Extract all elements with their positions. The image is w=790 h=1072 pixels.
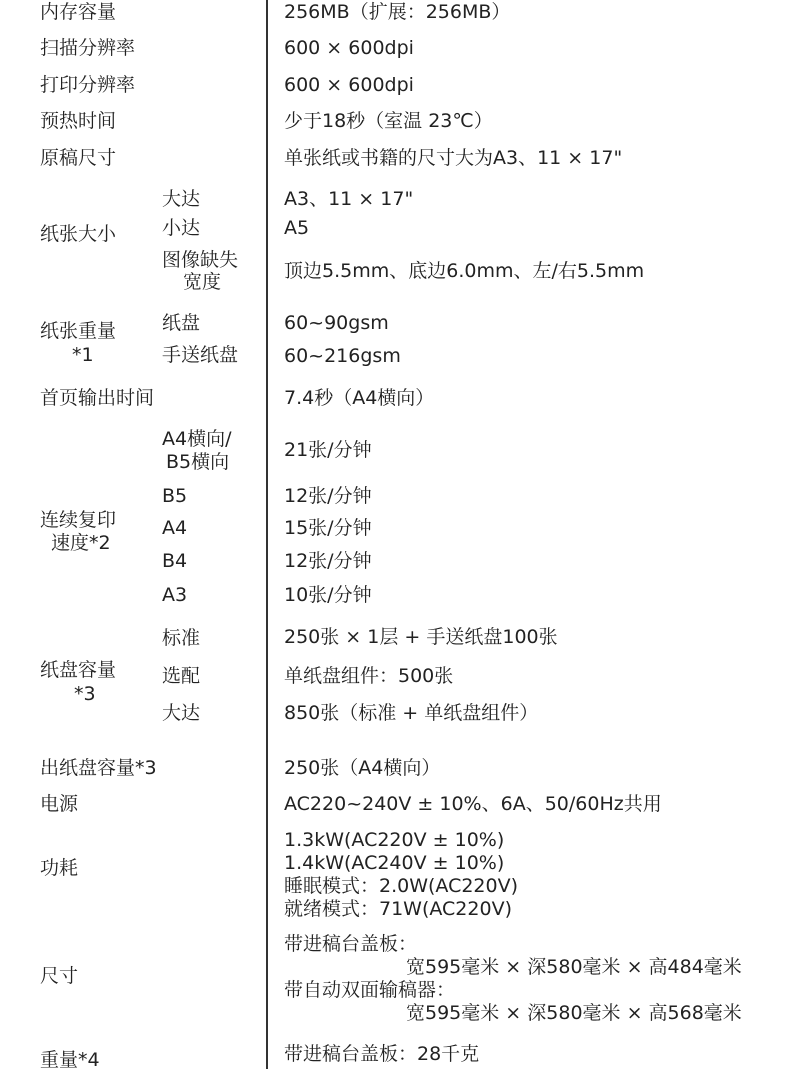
- spec-value-paper-max: A3、11 × 17": [284, 188, 414, 210]
- spec-value-consumption-3: 睡眠模式：2.0W(AC220V): [284, 875, 519, 897]
- spec-value-image-loss: 顶边5.5mm、底边6.0mm、左/右5.5mm: [284, 260, 645, 282]
- spec-label-paper-weight-1: 纸张重量: [40, 320, 117, 342]
- spec-value-consumption-2: 1.4kW(AC240V ± 10%): [284, 852, 505, 874]
- spec-value-dimensions-1: 带进稿台盖板：: [284, 933, 418, 955]
- spec-sublabel-tray-optional: 选配: [162, 665, 201, 687]
- spec-label-consumption: 功耗: [40, 857, 79, 879]
- spec-sublabel-paper-max: 大达: [162, 188, 201, 210]
- spec-value-memory: 256MB（扩展：256MB）: [284, 1, 511, 23]
- spec-value-warmup: 少于18秒（室温 23℃）: [284, 110, 493, 132]
- spec-label-dimensions: 尺寸: [40, 965, 79, 987]
- spec-label-power: 电源: [40, 793, 79, 815]
- spec-value-power: AC220~240V ± 10%、6A、50/60Hz共用: [284, 793, 662, 815]
- spec-value-consumption-1: 1.3kW(AC220V ± 10%): [284, 829, 505, 851]
- spec-label-copy-speed-2: 速度*2: [51, 532, 111, 554]
- spec-value-dimensions-4: 宽595毫米 × 深580毫米 × 高568毫米: [406, 1002, 742, 1024]
- spec-value-print-resolution: 600 × 600dpi: [284, 74, 414, 96]
- spec-value-first-copy: 7.4秒（A4横向）: [284, 387, 435, 409]
- spec-sublabel-speed-a4: A4: [162, 517, 188, 539]
- spec-label-weight: 重量*4: [40, 1049, 100, 1071]
- spec-label-paper-weight-2: *1: [72, 344, 94, 366]
- spec-value-paper-min: A5: [284, 217, 310, 239]
- spec-value-dimensions-3: 带自动双面输稿器：: [284, 979, 456, 1001]
- spec-sublabel-speed-b5: B5: [162, 485, 188, 507]
- spec-sublabel-speed-a3: A3: [162, 584, 188, 606]
- spec-value-bypass-weight: 60~216gsm: [284, 345, 401, 367]
- spec-value-output-tray: 250张（A4横向）: [284, 757, 441, 779]
- spec-sublabel-image-loss-2: 宽度: [183, 271, 222, 293]
- spec-sublabel-image-loss-1: 图像缺失: [162, 249, 239, 271]
- spec-sublabel-bypass-weight: 手送纸盘: [162, 344, 239, 366]
- spec-sublabel-speed-b4: B4: [162, 550, 188, 572]
- spec-label-output-tray: 出纸盘容量*3: [40, 757, 157, 779]
- spec-label-paper-size: 纸张大小: [40, 223, 117, 245]
- spec-label-warmup: 预热时间: [40, 110, 117, 132]
- spec-label-memory: 内存容量: [40, 1, 117, 23]
- spec-value-tray-weight: 60~90gsm: [284, 312, 389, 334]
- spec-value-tray-standard: 250张 × 1层 + 手送纸盘100张: [284, 626, 558, 648]
- spec-label-first-copy: 首页输出时间: [40, 387, 155, 409]
- spec-value-scan-resolution: 600 × 600dpi: [284, 37, 414, 59]
- spec-label-tray-capacity-2: *3: [74, 683, 96, 705]
- spec-value-speed-a4l: 21张/分钟: [284, 439, 372, 461]
- spec-label-original-size: 原稿尺寸: [40, 147, 117, 169]
- spec-value-original-size: 单张纸或书籍的尺寸大为A3、11 × 17": [284, 147, 623, 169]
- spec-value-tray-max: 850张（标准 + 单纸盘组件）: [284, 702, 539, 724]
- spec-value-weight: 带进稿台盖板：28千克: [284, 1043, 480, 1065]
- spec-value-tray-optional: 单纸盘组件：500张: [284, 665, 454, 687]
- spec-sublabel-tray-weight: 纸盘: [162, 312, 201, 334]
- spec-value-dimensions-2: 宽595毫米 × 深580毫米 × 高484毫米: [406, 956, 742, 978]
- spec-sublabel-tray-max: 大达: [162, 702, 201, 724]
- spec-value-speed-b4: 12张/分钟: [284, 550, 372, 572]
- spec-label-copy-speed-1: 连续复印: [40, 509, 117, 531]
- spec-value-speed-b5: 12张/分钟: [284, 485, 372, 507]
- spec-label-scan-resolution: 扫描分辨率: [40, 37, 136, 59]
- spec-sublabel-paper-min: 小达: [162, 217, 201, 239]
- spec-sublabel-speed-a4l-1: A4横向/: [162, 428, 232, 450]
- spec-label-tray-capacity-1: 纸盘容量: [40, 659, 117, 681]
- spec-value-speed-a3: 10张/分钟: [284, 584, 372, 606]
- column-divider: [266, 0, 268, 1069]
- spec-value-consumption-4: 就绪模式：71W(AC220V): [284, 898, 512, 920]
- spec-sublabel-speed-a4l-2: B5横向: [166, 451, 230, 473]
- spec-label-print-resolution: 打印分辨率: [40, 74, 136, 96]
- spec-value-speed-a4: 15张/分钟: [284, 517, 372, 539]
- spec-sublabel-tray-standard: 标准: [162, 627, 201, 649]
